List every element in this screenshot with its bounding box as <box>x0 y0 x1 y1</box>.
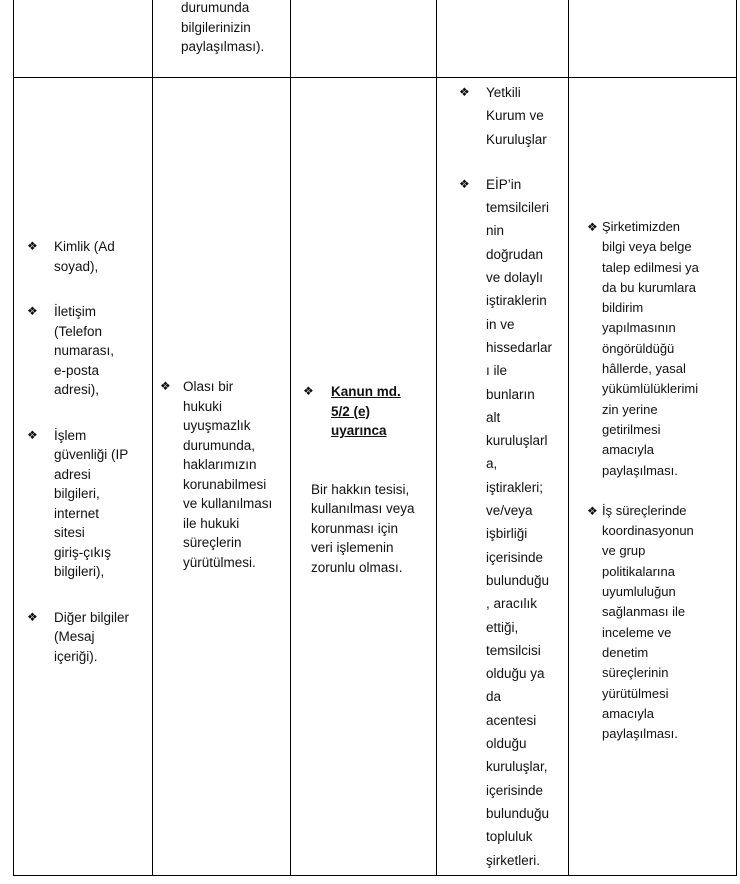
legal-basis-heading: ❖ Kanun md. 5/2 (e) uyarınca <box>303 384 401 438</box>
bullet-icon: ❖ <box>459 85 470 99</box>
list-item: ❖ Diğer bilgiler (Mesaj içeriği). <box>27 609 130 664</box>
list-item: ❖ İş süreçlerinde koordinasyonun ve grup politikalarına uyumluluğun sağlanması ile inceleme ve denetim süreçlerinin yürütülmesi amacıyla paylaşılması. <box>587 502 694 742</box>
bullet-icon: ❖ <box>459 176 470 191</box>
table-right-border <box>736 0 737 876</box>
bullet-icon: ❖ <box>27 304 38 318</box>
row-divider <box>13 77 737 78</box>
bullet-icon: ❖ <box>27 609 38 624</box>
list-item: ❖ Şirketimizden bilgi veya belge talep edilmesi ya da bu kurumlara bildirim yapılmasının öngörüldüğü hâllerde, yasal yükümlülüklerimi zin yerine getirilmesi amacıyla paylaşılması. <box>587 219 699 478</box>
list-item: ❖ İşlem güvenliği (IP adresi bilgileri, internet sitesi giriş-çıkış bilgileri), <box>27 427 129 579</box>
table-bottom-border <box>13 875 737 876</box>
list-item: ❖ İletişim (Telefon numarası, e-posta adresi), <box>27 304 115 397</box>
bullet-icon: ❖ <box>27 427 38 442</box>
table-left-border <box>13 0 14 876</box>
column-divider <box>290 0 291 876</box>
transfer-purpose-list <box>587 217 727 744</box>
column-divider <box>568 0 569 876</box>
bullet-icon: ❖ <box>587 220 598 234</box>
bullet-icon: ❖ <box>27 239 38 253</box>
list-item: ❖ Yetkili Kurum ve Kuruluşlar <box>459 81 563 151</box>
list-item: ❖ EİP’in temsilcileri nin doğrudan ve dolaylı iştiraklerin in ve hissedarlar ı ile bunların alt kuruluşlarl a, iştirakleri; ve/veya işbirliği içerisinde bulunduğu , aracılık ettiği, temsilcisi olduğu ya da acentesi olduğu kuruluşlar, içerisinde bulunduğu topluluk şirketleri. <box>459 173 563 872</box>
column-divider <box>152 0 153 876</box>
list-item: ❖ Olası bir hukuki uyuşmazlık durumunda, haklarımızın korunabilmesi ve kullanılması ile hukuki süreçlerin yürütülmesi. <box>160 379 273 570</box>
top-row-col2-text: durumunda bilgilerinizin paylaşılması). <box>181 0 265 54</box>
recipient-list <box>459 81 563 872</box>
processing-purpose-list <box>160 377 281 572</box>
column-divider <box>436 0 437 876</box>
legal-basis-text: Bir hakkın tesisi, kullanılması veya korunması için veri işlemenin zorunlu olması. <box>311 481 415 575</box>
list-item: ❖ Kimlik (Ad soyad), <box>27 239 115 274</box>
bullet-icon: ❖ <box>587 503 598 518</box>
bullet-icon: ❖ <box>160 379 171 393</box>
bullet-icon: ❖ <box>303 384 314 398</box>
data-category-list <box>27 237 143 666</box>
legal-basis-block <box>303 382 427 577</box>
